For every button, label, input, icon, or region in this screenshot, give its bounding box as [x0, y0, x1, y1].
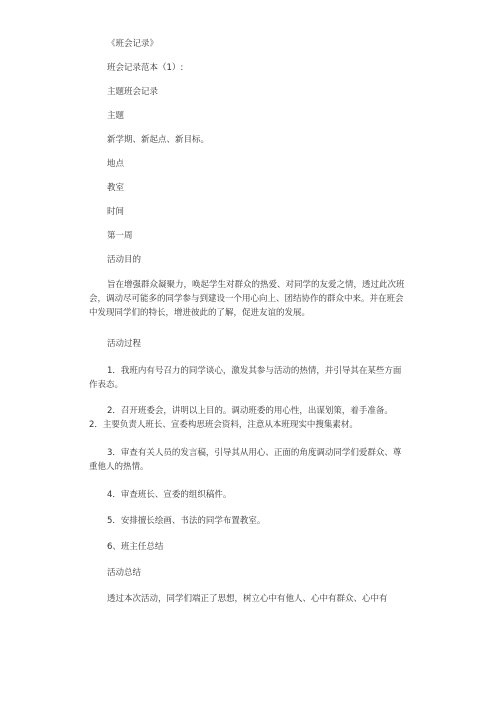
time-label: 时间: [107, 207, 125, 217]
process-step-4: 4．审查班长、宣委的组织稿件。: [107, 490, 232, 500]
sample-label: 班会记录范本（1）:: [107, 63, 184, 73]
doc-title: 《班会记录》: [107, 39, 159, 49]
subject-header: 主题班会记录: [107, 87, 159, 97]
subject-value: 新学期、新起点、新目标。: [107, 135, 210, 145]
purpose-label: 活动目的: [107, 255, 142, 265]
process-step-3: 3．审查有关人员的发言稿，引导其从用心、正面的角度调动同学们爱群众、尊重他人的热情。: [89, 448, 402, 472]
process-label: 活动过程: [107, 339, 142, 349]
time-value: 第一周: [107, 231, 133, 241]
process-step-5: 5．安排擅长绘画、书法的同学布置教室。: [107, 516, 266, 526]
location-label: 地点: [107, 159, 125, 169]
purpose-paragraph: 旨在增强群众凝聚力，唤起学生对群众的热爱、对同学的友爱之情，透过此次班会，调动尽可能多的同学参与到建设一个用心向上、团结协作的群众中来。并在班会中发现同学们的特长，增进彼此的了解，促进友谊的发展。: [89, 280, 405, 318]
summary-paragraph: 透过本次活动，同学们端正了思想，树立心中有他人、心中有群众、心中有: [107, 594, 388, 604]
process-step-1: 1．我班内有号召力的同学谈心，激发其参与活动的热情，并引导其在某些方面作表态。: [89, 366, 402, 390]
summary-label: 活动总结: [107, 568, 142, 578]
location-value: 教室: [107, 183, 125, 193]
process-step-2b: 2．主要负责人班长、宣委构思班会资料，注意从本班现实中搜集素材。: [89, 420, 358, 430]
process-step-2a: 2．召开班委会，讲明以上目的。调动班委的用心性，出谋划策，着手准备。: [107, 406, 393, 416]
subject-label: 主题: [107, 111, 125, 121]
process-step-6: 6、班主任总结: [107, 542, 164, 552]
